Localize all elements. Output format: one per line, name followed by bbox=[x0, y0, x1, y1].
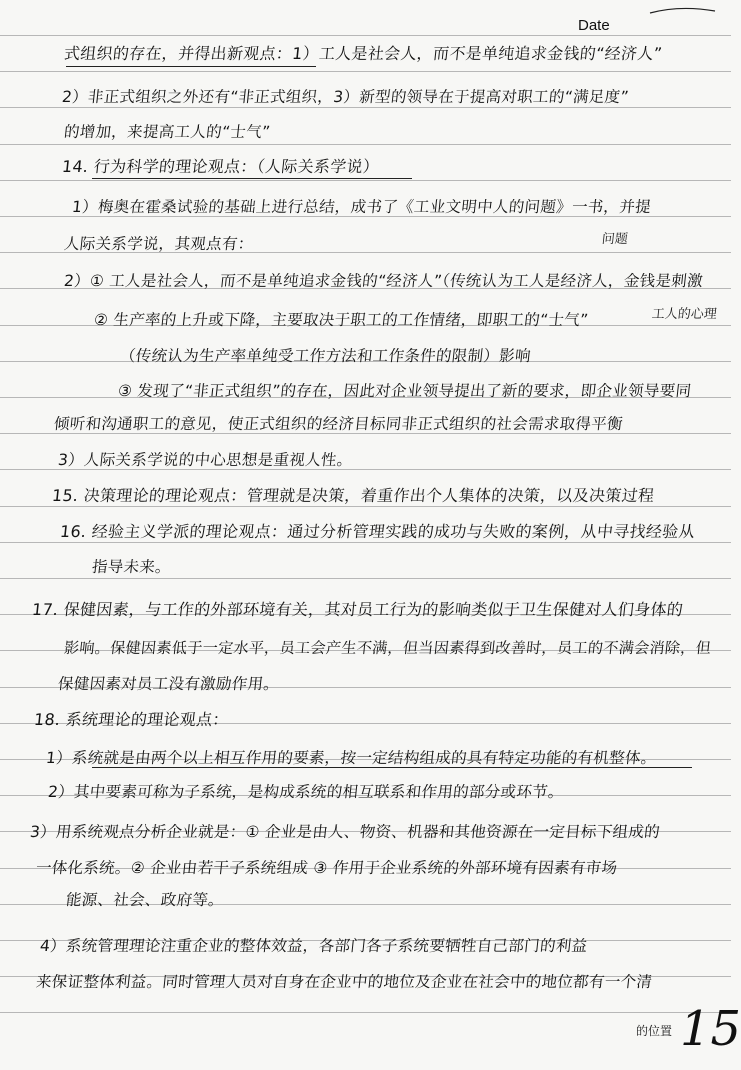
text-line: 人际关系学说，其观点有： bbox=[63, 235, 255, 253]
text-line: 16. 经验主义学派的理论观点：通过分析管理实践的成功与失败的案例，从中寻找经验从 bbox=[59, 522, 696, 541]
text-line: 2）非正式组织之外还有“非正式组织，3）新型的领导在于提高对职工的“满足度” bbox=[61, 88, 630, 106]
underline-stroke bbox=[92, 767, 692, 768]
text-line: 2）其中要素可称为子系统，是构成系统的相互联系和作用的部分或环节。 bbox=[47, 783, 565, 801]
text-line: 17. 保健因素，与工作的外部环境有关，其对员工行为的影响类似于卫生保健对人们身体的 bbox=[31, 600, 685, 619]
page-number: 15 bbox=[680, 1001, 741, 1057]
underline-stroke bbox=[92, 178, 412, 179]
ruled-line bbox=[0, 107, 731, 108]
text-line: 能源、社会、政府等。 bbox=[65, 891, 225, 909]
underline-stroke bbox=[66, 66, 316, 67]
ruled-line bbox=[0, 144, 731, 145]
ruled-line bbox=[0, 71, 731, 72]
text-line: 来保证整体利益。同时管理人员对自身在企业中的地位及企业在社会中的地位都有一个清 bbox=[35, 973, 654, 991]
ruled-line bbox=[0, 578, 731, 579]
corner-scribble bbox=[640, 0, 720, 8]
footer-note: 的位置 bbox=[636, 1024, 673, 1038]
text-line: 指导未来。 bbox=[91, 558, 172, 576]
text-line: 保健因素对员工没有激励作用。 bbox=[57, 675, 281, 693]
text-line: 15. 决策理论的理论观点：管理就是决策，着重作出个人集体的决策，以及决策过程 bbox=[51, 486, 656, 505]
text-line: 影响。保健因素低于一定水平，员工会产生不满，但当因素得到改善时，员工的不满会消除，但 bbox=[63, 639, 713, 657]
text-line: 1）梅奥在霍桑试验的基础上进行总结，成书了《工业文明中人的问题》一书，并提 bbox=[71, 198, 652, 216]
ruled-line bbox=[0, 1012, 731, 1013]
text-line: 18. 系统理论的理论观点： bbox=[33, 710, 230, 729]
text-line: 4）系统管理理论注重企业的整体效益，各部门各子系统要牺牲自己部门的利益 bbox=[39, 937, 589, 955]
ruled-line bbox=[0, 35, 731, 36]
ruled-line bbox=[0, 542, 731, 543]
margin-note-wage: 工人的心理 bbox=[651, 307, 718, 322]
text-line: 3）用系统观点分析企业就是：① 企业是由人、物资、机器和其他资源在一定目标下组成的 bbox=[29, 823, 661, 841]
margin-note-problem: 问题 bbox=[601, 232, 629, 247]
text-line: ② 生产率的上升或下降，主要取决于职工的工作情绪，即职工的“士气” bbox=[93, 311, 590, 329]
text-line: 倾听和沟通职工的意见，使正式组织的经济目标同非正式组织的社会需求取得平衡 bbox=[53, 415, 624, 433]
text-line: 1）系统就是由两个以上相互作用的要素，按一定结构组成的具有特定功能的有机整体。 bbox=[45, 749, 658, 767]
text-line: 3）人际关系学说的中心思想是重视人性。 bbox=[57, 451, 354, 469]
date-label: Date bbox=[578, 17, 610, 34]
text-line: 一体化系统。② 企业由若干子系统组成 ③ 作用于企业系统的外部环境有因素有市场 bbox=[35, 859, 619, 877]
text-line: 式组织的存在，并得出新观点：1）工人是社会人，而不是单纯追求金钱的“经济人” bbox=[63, 44, 664, 63]
text-line: （传统认为生产率单纯受工作方法和工作条件的限制）影响 bbox=[119, 347, 532, 365]
text-line: 的增加，来提高工人的“士气” bbox=[63, 123, 272, 141]
text-line: 2）① 工人是社会人，而不是单纯追求金钱的“经济人”（传统认为工人是经济人，金钱是刺激 bbox=[63, 272, 704, 290]
text-line: ③ 发现了“非正式组织”的存在，因此对企业领导提出了新的要求，即企业领导要同 bbox=[117, 382, 693, 400]
ruled-line bbox=[0, 180, 731, 181]
text-line: 14. 行为科学的理论观点：（人际关系学说） bbox=[61, 157, 381, 176]
ruled-line bbox=[0, 506, 731, 507]
